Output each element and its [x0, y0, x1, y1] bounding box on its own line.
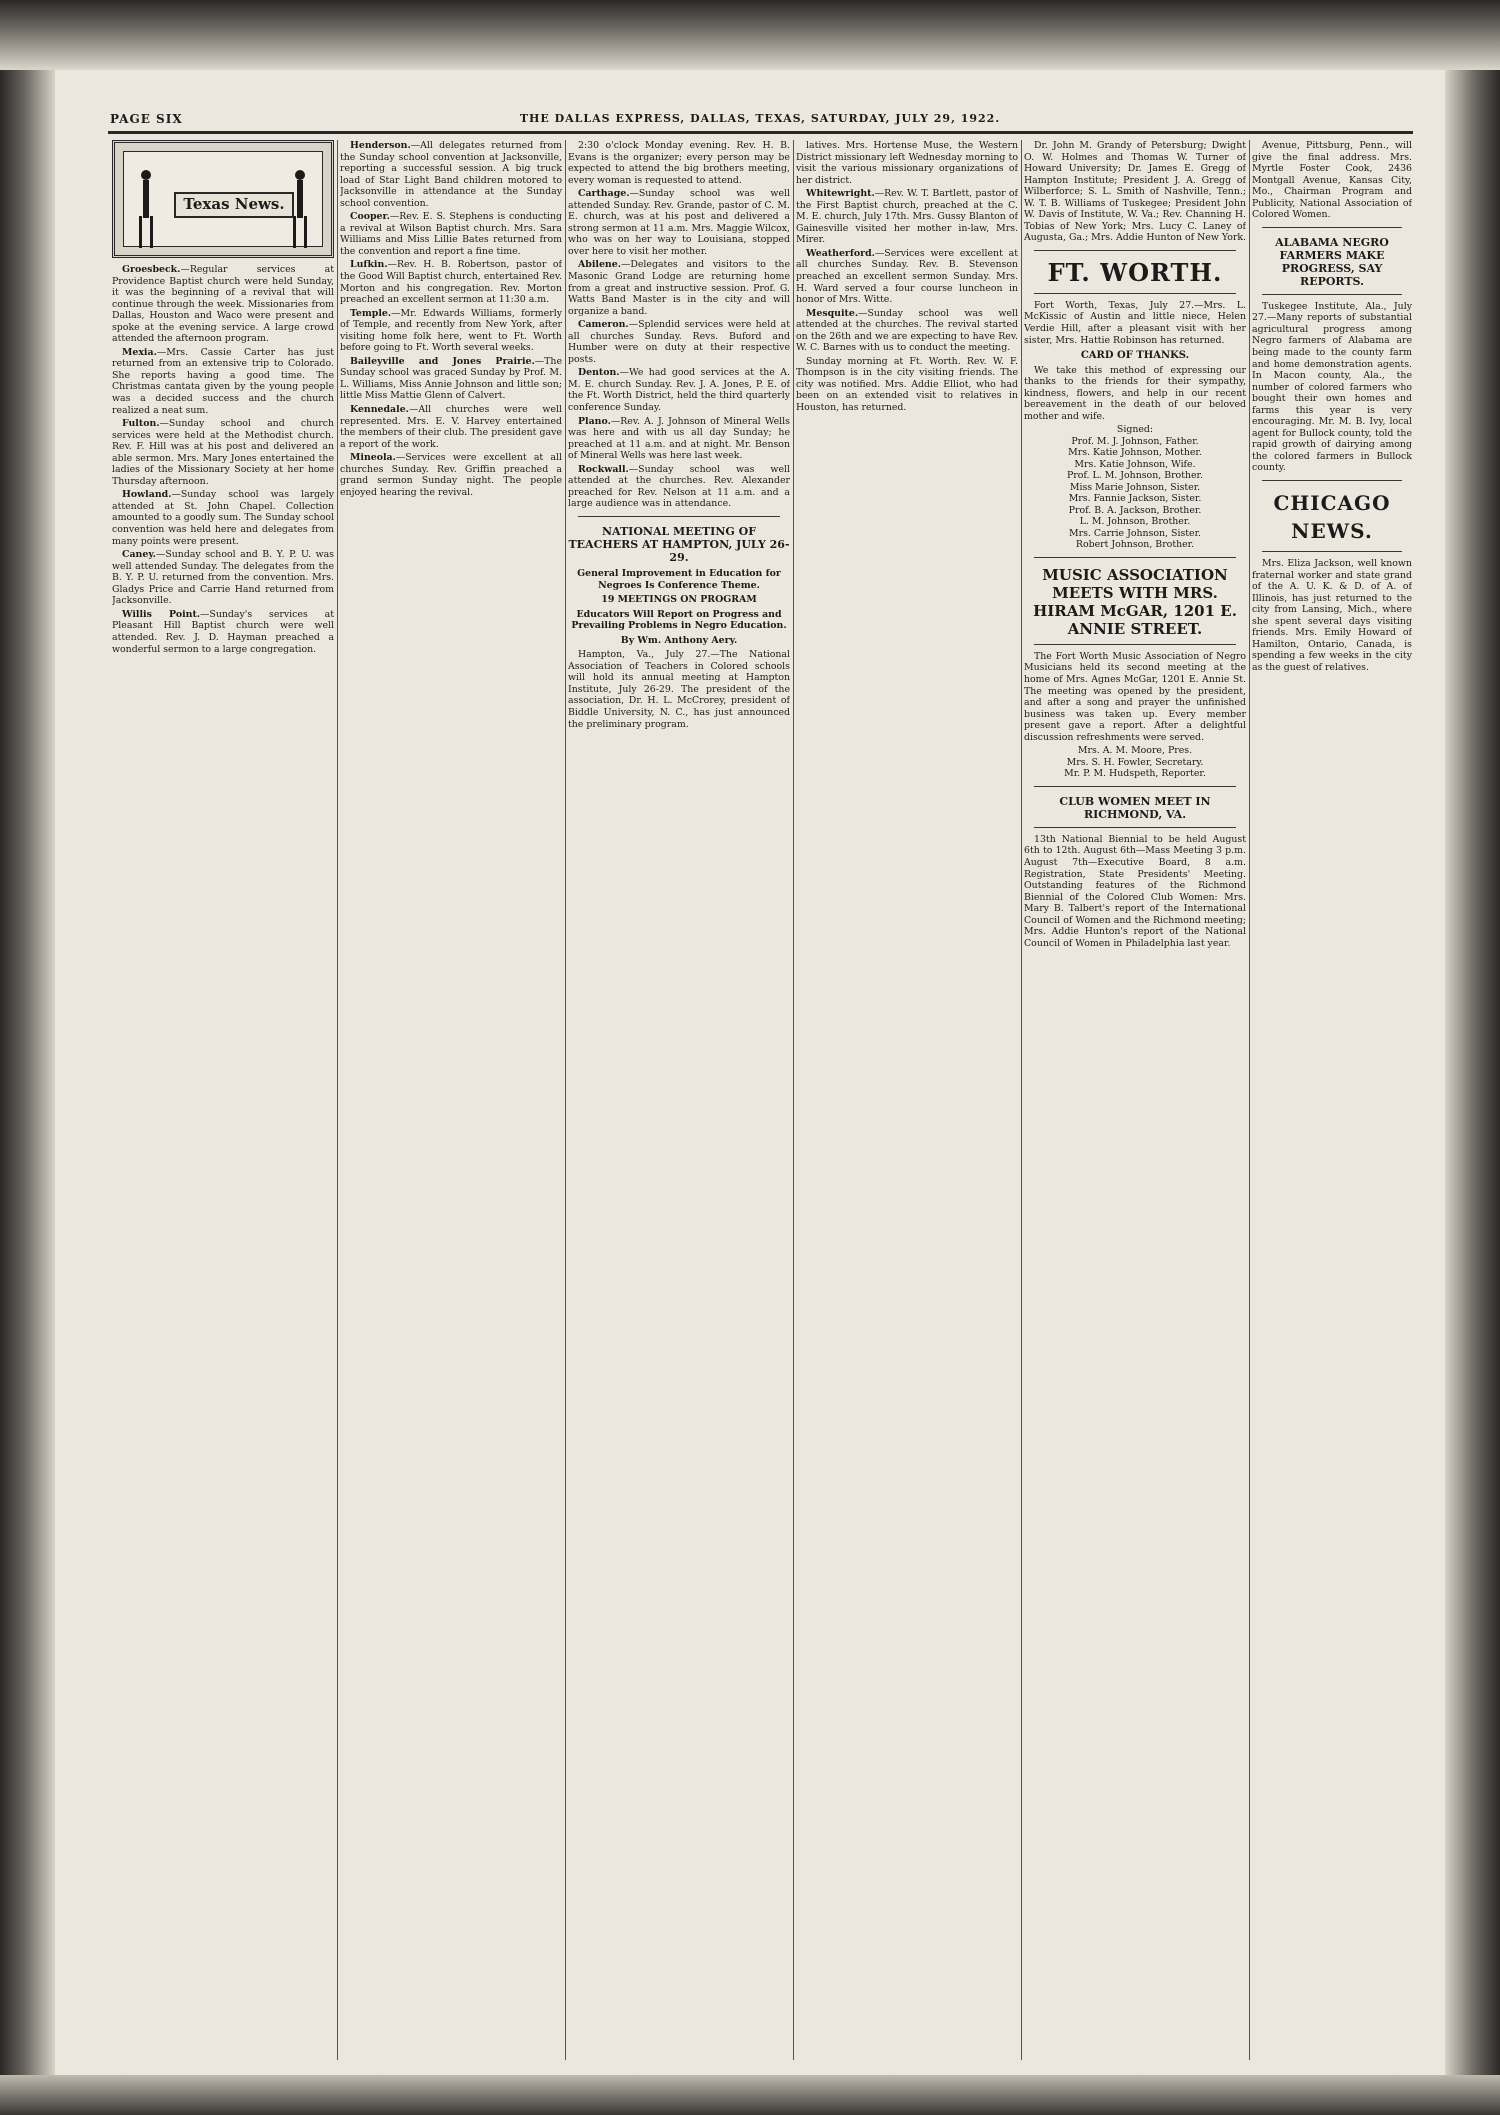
list-row: Mrs. Carrie Johnson, Sister. — [1068, 527, 1201, 539]
card-of-thanks-text: We take this method of expressing our thanks to the friends for their sympathy, kindness, flowers, and help in our recent bereavement in the death of our beloved mother and wife. — [1024, 364, 1246, 422]
news-item-dateline: Fulton. — [122, 418, 160, 430]
news-item: Weatherford.—Services were excellent at all churches Sunday. Rev. B. Stevenson preached an excellent sermon Sunday. Mrs. H. Ward served a four course luncheon in honor of Mrs. Witte. — [796, 247, 1018, 306]
news-item-dateline: Caney. — [122, 549, 156, 561]
news-item: Plano.—Rev. A. J. Johnson of Mineral Wells was here and with us all day Sunday; he preached at 11 a.m. and at night. Mr. Benson of Mineral Wells was here last week. — [568, 415, 790, 462]
column-5-top-text: Dr. John M. Grandy of Petersburg; Dwight O. W. Holmes and Thomas W. Turner of Howard University; Dr. James E. Gregg of Hampton Institute; President J. A. Gregg of Wilberforce; S. L. Smith of Nashville, Tenn.; W. T. B. Williams of Tuskegee; President John W. Davis of Institute, W. Va.; Rev. Channing H. Tobias of New York; Mrs. Lucy C. Laney of Augusta, Ga.; Mrs. Addie Hunton of New York. — [1024, 140, 1246, 244]
column-2 — [340, 140, 562, 2060]
news-item-dateline: Cooper. — [350, 211, 390, 223]
list-row: Mrs. Katie Johnson, Mother. — [1068, 447, 1202, 459]
column-2-items — [340, 140, 562, 498]
column-divider — [565, 140, 566, 2060]
news-item: Denton.—We had good services at the A. M. E. church Sunday. Rev. J. A. Jones, P. E. of the Ft. Worth District, held the third quarterly conference Sunday. — [568, 367, 790, 414]
chicago-news-headline: CHICAGO NEWS. — [1273, 491, 1391, 544]
card-of-thanks-title: CARD OF THANKS. — [1080, 350, 1190, 362]
scan-edge-bottom — [0, 2075, 1500, 2115]
alabama-farmers-text: Tuskegee Institute, Ala., July 27.—Many reports of substantial agricultural progress among Negro farmers of Alabama are being made to the county farm and home demonstration agents. In Macon county, Ala., the number of colored farmers who bought their own homes and farms this year is very encouraging. Mr. M. B. Ivy, local agent for Bullock county, told the rapid growth of dairying among the colored farmers in Bullock county. — [1252, 300, 1412, 474]
texas-news-banner — [112, 140, 334, 258]
news-item-dateline: Weatherford. — [806, 247, 875, 259]
list-row: Miss Marie Johnson, Sister. — [1069, 481, 1201, 493]
news-item-dateline: Cameron. — [578, 319, 629, 331]
list-row: Mrs. S. H. Fowler, Secretary. — [1066, 756, 1204, 768]
news-item-text: Rev. E. S. Stephens is conducting a revival at Wilson Baptist church. Mrs. Sara Williams and Miss Lillie Bates returned from the convention and report a fine time. — [340, 211, 562, 257]
news-item-dateline: Lufkin. — [350, 259, 388, 271]
news-item-dateline: Abilene. — [578, 259, 621, 271]
column-divider — [337, 140, 338, 2060]
scan-edge-right — [1445, 0, 1500, 2115]
news-item-text: Mrs. Cassie Carter has just returned from an extensive trip to Colorado. She reports having a good time. The Christmas cantata given by the young people was a decided success and the church realized a neat sum. — [112, 346, 334, 416]
news-item-text: Sunday school was well attended at the churches. The revival started on the 26th and we are expecting to have Rev. W. C. Barnes with us to conduct the meeting. — [796, 307, 1018, 354]
column-6 — [1252, 140, 1412, 2060]
news-item-text: 2:30 o'clock Monday evening. Rev. H. B. Evans is the organizer; every person may be expected to attend the big brothers meeting, every woman is requested to attend. — [568, 140, 790, 186]
news-item-text: All churches were well represented. Mrs. E. V. Harvey entertained the members of their club. The president gave a report of the work. — [340, 404, 562, 450]
news-item-dateline: Groesbeck. — [122, 264, 181, 275]
list-row: Prof. L. M. Johnson, Brother. — [1066, 470, 1203, 482]
news-item-text: Delegates and visitors to the Masonic Grand Lodge are returning home from a great and instructive session. Prof. G. Watts Band Master is in the city and will organize a band. — [568, 259, 790, 317]
list-row: Robert Johnson, Brother. — [1075, 539, 1195, 551]
news-item-dateline: Kennedale. — [350, 404, 409, 416]
column-4 — [796, 140, 1018, 2060]
news-item: Rockwall.—Sunday school was well attended at the churches. Rev. Alexander preached for Rev. Nelson at 11 a.m. and a large audience was in attendance. — [568, 463, 790, 510]
list-row: Mr. P. M. Hudspeth, Reporter. — [1064, 768, 1206, 780]
column-4-items — [796, 140, 1018, 354]
news-item-dateline: Willis Point. — [122, 608, 201, 620]
news-item-dateline: Temple. — [350, 307, 392, 319]
news-item-text: Regular services at Providence Baptist church were held Sunday, it was the beginning of a revival that will continue through the week. Missionaries from Dallas, Houston and Waco were present and spoke at the evening service. A large crowd attended the afternoon program. — [112, 264, 334, 345]
music-association-text: The Fort Worth Music Association of Negro Musicians held its second meeting at the home of Mrs. Agnes McGar, 1201 E. Annie St. The meeting was opened by the president, and after a song and prayer the unfinished business was taken up. Every member present gave a report. After a delightful discussion refreshments were served. — [1024, 650, 1246, 743]
news-item-text: Mr. Edwards Williams, formerly of Temple, and recently from New York, after visiting home folk here, went to Ft. Worth before going to Ft. Worth several weeks. — [340, 307, 562, 354]
club-women-headline: CLUB WOMEN MEET IN RICHMOND, VA. — [1059, 794, 1211, 821]
news-item: Cooper.—Rev. E. S. Stephens is conducting a revival at Wilson Baptist church. Mrs. Sara Williams and Miss Lillie Bates returned from the convention and report a fine time. — [340, 211, 562, 257]
club-women-text: 13th National Biennial to be held August 6th to 12th. August 6th—Mass Meeting 3 p.m. August 7th—Executive Board, 8 a.m. Registration, State Presidents' Meeting. Outstanding features of the Richmond Biennial of the Colored Club Women: Mrs. Mary B. Talbert's report of the International Council of Women and the Richmond meeting; Mrs. Addie Hunton's report of the National Council of Women in Philadelphia last year. — [1024, 833, 1246, 949]
news-item-text: The Sunday school was graced Sunday by Prof. M. L. Williams, Miss Annie Johnson and little son; little Miss Mattie Glenn of Calvert. — [340, 355, 562, 402]
news-item-text: Sunday school and B. Y. P. U. was well attended Sunday. The delegates from the B. Y. P. U. returned from the convention. Mrs. Gladys Price and Carrie Hand returned from Jacksonville. — [112, 549, 334, 607]
news-item-text: latives. Mrs. Hortense Muse, the Western District missionary left Wednesday morning to visit the various missionary organizations of her district. — [796, 140, 1018, 186]
column-divider — [1249, 140, 1250, 2060]
news-item: Abilene.—Delegates and visitors to the Masonic Grand Lodge are returning home from a great and instructive session. Prof. G. Watts Band Master is in the city and will organize a band. — [568, 259, 790, 317]
officers-list — [1024, 745, 1246, 780]
news-item: Mineola.—Services were excellent at all churches Sunday. Rev. Griffin preached a grand sermon Sunday night. The people enjoyed hearing the revival. — [340, 452, 562, 498]
masthead — [110, 112, 1410, 130]
news-item: Henderson.—All delegates returned from the Sunday school convention at Jacksonville, reporting a successful session. A big truck load of Star Light Band children motored to Jacksonville in attendance at the Sunday school convention. — [340, 140, 562, 209]
news-item-text: Rev. A. J. Johnson of Mineral Wells was here and with us all day Sunday; he preached at 11 a.m. and at night. Mr. Benson of Mineral Wells was here last week. — [568, 415, 790, 462]
column-divider — [1021, 140, 1022, 2060]
news-item-text: Rev. H. B. Robertson, pastor of the Good Will Baptist church, entertained Rev. Morton and his congregation. Rev. Morton preached an excellent sermon at 11:30 a.m. — [340, 259, 562, 306]
news-item-text: Services were excellent at all churches Sunday. Rev. B. Stevenson preached an excellent sermon Sunday. Mrs. H. Ward served a four course luncheon in honor of Mrs. Witte. — [796, 247, 1018, 306]
scan-edge-left — [0, 0, 55, 2115]
alabama-farmers-headline: ALABAMA NEGRO FARMERS MAKE PROGRESS, SAY REPORTS. — [1275, 235, 1389, 288]
news-item-text: Rev. W. T. Bartlett, pastor of the First Baptist church, preached at the C. M. E. church, July 17th. Mrs. Gussy Blanton of Gainesville visited her mother in-law, Mrs. Mirer. — [796, 188, 1018, 246]
signed-label: Signed: — [1116, 424, 1154, 436]
column-4-bottom-text: Sunday morning at Ft. Worth. Rev. W. F. Thompson is in the city visiting friends. The city was notified. Mrs. Addie Elliot, who had been on an extended visit to relatives in Houston, has returned. — [796, 355, 1018, 414]
teachers-article-text: Hampton, Va., July 27.—The National Association of Teachers in Colored schools will hold its annual meeting at Hampton Institute, July 26-29. The president of the association, Dr. H. L. McCrorey, president of Biddle University, N. C., has just announced the preliminary program. — [568, 649, 790, 730]
news-item-text: We had good services at the A. M. E. church Sunday. Rev. J. A. Jones, P. E. of the Ft. Worth District, held the third quarterly conference Sunday. — [568, 367, 790, 414]
ft-worth-text: Fort Worth, Texas, July 27.—Mrs. L. McKissic of Austin and little niece, Helen Verdie Hill, after a pleasant visit with her sister, Mrs. Hattie Robinson has returned. — [1024, 299, 1246, 346]
news-item-text: Sunday school and church services were held at the Methodist church. Rev. F. Hill was at his post and delivered an able sermon. Mrs. Mary Jones entertained the ladies of the Missionary Society at her home Thursday afternoon. — [112, 418, 334, 487]
scan-edge-top — [0, 0, 1500, 70]
news-item: Whitewright.—Rev. W. T. Bartlett, pastor of the First Baptist church, preached at the C. M. E. church, July 17th. Mrs. Gussy Blanton of Gainesville visited her mother in-law, Mrs. Mirer. — [796, 188, 1018, 246]
list-row: Mrs. Fannie Jackson, Sister. — [1068, 493, 1202, 505]
news-item: Baileyville and Jones Prairie.—The Sunday school was graced Sunday by Prof. M. L. Williams, Miss Annie Johnson and little son; little Miss Mattie Glenn of Calvert. — [340, 355, 562, 402]
card-of-thanks — [1024, 350, 1246, 551]
column-3 — [568, 140, 790, 2060]
column-1 — [112, 140, 334, 2060]
teachers-subhead-2: 19 MEETINGS ON PROGRAM — [601, 594, 757, 606]
news-item-dateline: Mineola. — [350, 452, 396, 464]
news-item-dateline: Whitewright. — [806, 188, 875, 200]
news-item-dateline: Carthage. — [578, 188, 630, 200]
teachers-byline: By Wm. Anthony Aery. — [620, 634, 738, 646]
news-item-text: Splendid services were held at all churches Sunday. Revs. Buford and Humber were on duty at their respective posts. — [568, 319, 790, 365]
news-item-dateline: Henderson. — [350, 140, 411, 151]
figure-right-icon — [288, 170, 312, 250]
news-item-dateline: Rockwall. — [578, 463, 629, 475]
news-item: Mesquite.—Sunday school was well attended at the churches. The revival started on the 26th and we are expecting to have Rev. W. C. Barnes with us to conduct the meeting. — [796, 307, 1018, 354]
teachers-subhead-1: General Improvement in Education for Negroes Is Conference Theme. — [577, 567, 781, 591]
figure-left-icon — [134, 170, 158, 250]
news-item-text: Sunday school was well attended at the churches. Rev. Alexander preached for Rev. Nelson at 11 a.m. and a large audience was in attendance. — [568, 463, 790, 510]
news-item-dateline: Howland. — [122, 489, 172, 501]
news-item: Kennedale.—All churches were well represented. Mrs. E. V. Harvey entertained the members of their club. The president gave a report of the work. — [340, 404, 562, 450]
news-item-dateline: Denton. — [578, 367, 620, 379]
news-item — [568, 140, 790, 186]
news-item: Howland.—Sunday school was largely attended at St. John Chapel. Collection amounted to a goodly sum. The Sunday school convention was held here and delegates from many points were present. — [112, 489, 334, 547]
list-row: Prof. M. J. Johnson, Father. — [1071, 435, 1199, 447]
list-row: L. M. Johnson, Brother. — [1079, 516, 1191, 528]
news-item: Carthage.—Sunday school was well attended Sunday. Rev. Grande, pastor of C. M. E. church, was at his post and delivered a strong sermon at 11 a.m. Mrs. Maggie Wilcox, who was on her way to Louisiana, stopped over here to visit her mother. — [568, 188, 790, 257]
news-item: Fulton.—Sunday school and church services were held at the Methodist church. Rev. F. Hill was at his post and delivered an able sermon. Mrs. Mary Jones entertained the ladies of the Missionary Society at her home Thursday afternoon. — [112, 418, 334, 487]
column-divider — [793, 140, 794, 2060]
news-item-text: Sunday's services at Pleasant Hill Baptist church were well attended. Rev. J. D. Hayman preached a wonderful sermon to a large congregation. — [112, 608, 334, 655]
news-item-text: All delegates returned from the Sunday school convention at Jacksonville, reporting a successful session. A big truck load of Star Light Band children motored to Jacksonville in attendance at the Sunday school convention. — [340, 140, 562, 209]
column-3-items — [568, 140, 790, 510]
news-item: Caney.—Sunday school and B. Y. P. U. was well attended Sunday. The delegates from the B. Y. P. U. returned from the convention. Mrs. Gladys Price and Carrie Hand returned from Jacksonville. — [112, 549, 334, 607]
news-item-dateline: Plano. — [578, 415, 611, 427]
column-5 — [1024, 140, 1246, 2060]
column-6-top-text: Avenue, Pittsburg, Penn., will give the final address. Mrs. Myrtle Foster Cook, 2436 Montgall Avenue, Kansas City, Mo., Chairman Program and Publicity, National Association of Colored Women. — [1252, 140, 1412, 221]
news-item-dateline: Mexia. — [122, 346, 157, 358]
texas-news-title: Texas News. — [174, 192, 294, 218]
masthead-rule — [108, 131, 1413, 134]
news-item-text: Sunday school was well attended Sunday. Rev. Grande, pastor of C. M. E. church, was at his post and delivered a strong sermon at 11 a.m. Mrs. Maggie Wilcox, who was on her way to Louisiana, stopped over here to visit her mother. — [568, 188, 790, 257]
music-association-headline: MUSIC ASSOCIATION MEETS WITH MRS. HIRAM McGAR, 1201 E. ANNIE STREET. — [1033, 565, 1237, 638]
news-item-dateline: Mesquite. — [806, 307, 859, 319]
news-item: Willis Point.—Sunday's services at Pleasant Hill Baptist church were well attended. Rev. J. D. Hayman preached a wonderful sermon to a large congregation. — [112, 608, 334, 655]
signers-list — [1024, 436, 1246, 551]
news-item-text: Sunday school was largely attended at St. John Chapel. Collection amounted to a goodly sum. The Sunday school convention was held here and delegates from many points were present. — [112, 489, 334, 547]
list-row: Mrs. A. M. Moore, Pres. — [1077, 745, 1193, 757]
news-item-text: Services were excellent at all churches Sunday. Rev. Griffin preached a grand sermon Sunday night. The people enjoyed hearing the revival. — [340, 452, 562, 498]
ft-worth-headline: FT. WORTH. — [1047, 257, 1223, 287]
news-item — [796, 140, 1018, 186]
list-row: Mrs. Katie Johnson, Wife. — [1074, 458, 1196, 470]
news-item: Groesbeck.—Regular services at Providence Baptist church were held Sunday, it was the beginning of a revival that will continue through the week. Missionaries from Dallas, Houston and Waco were present and spoke at the evening service. A large crowd attended the afternoon program. — [112, 264, 334, 345]
news-item-dateline: Baileyville and Jones Prairie. — [350, 355, 535, 367]
teachers-headline: NATIONAL MEETING OF TEACHERS AT HAMPTON, JULY 26-29. — [568, 524, 790, 564]
news-item: Cameron.—Splendid services were held at all churches Sunday. Revs. Buford and Humber were on duty at their respective posts. — [568, 319, 790, 365]
texas-news-items — [112, 264, 334, 655]
chicago-news-text: Mrs. Eliza Jackson, well known fraternal worker and state grand of the A. U. K. & D. of A. of Illinois, has just returned to the city from Lansing, Mich., where she spent several days visiting friends. Mrs. Emily Howard of Hamilton, Ontario, Canada, is spending a few weeks in the city as the guest of relatives. — [1252, 558, 1412, 673]
news-item: Mexia.—Mrs. Cassie Carter has just returned from an extensive trip to Colorado. She reports having a good time. The Christmas cantata given by the young people was a decided success and the church realized a neat sum. — [112, 346, 334, 416]
news-item: Lufkin.—Rev. H. B. Robertson, pastor of the Good Will Baptist church, entertained Rev. Morton and his congregation. Rev. Morton preached an excellent sermon at 11:30 a.m. — [340, 259, 562, 306]
list-row: Prof. B. A. Jackson, Brother. — [1068, 504, 1202, 516]
news-item: Temple.—Mr. Edwards Williams, formerly of Temple, and recently from New York, after visiting home folk here, went to Ft. Worth before going to Ft. Worth several weeks. — [340, 307, 562, 354]
page-label: PAGE SIX — [110, 112, 183, 126]
teachers-subhead-3: Educators Will Report on Progress and Prevailing Problems in Negro Education. — [571, 608, 787, 632]
paper-line: THE DALLAS EXPRESS, DALLAS, TEXAS, SATURDAY, JULY 29, 1922. — [519, 112, 1001, 125]
